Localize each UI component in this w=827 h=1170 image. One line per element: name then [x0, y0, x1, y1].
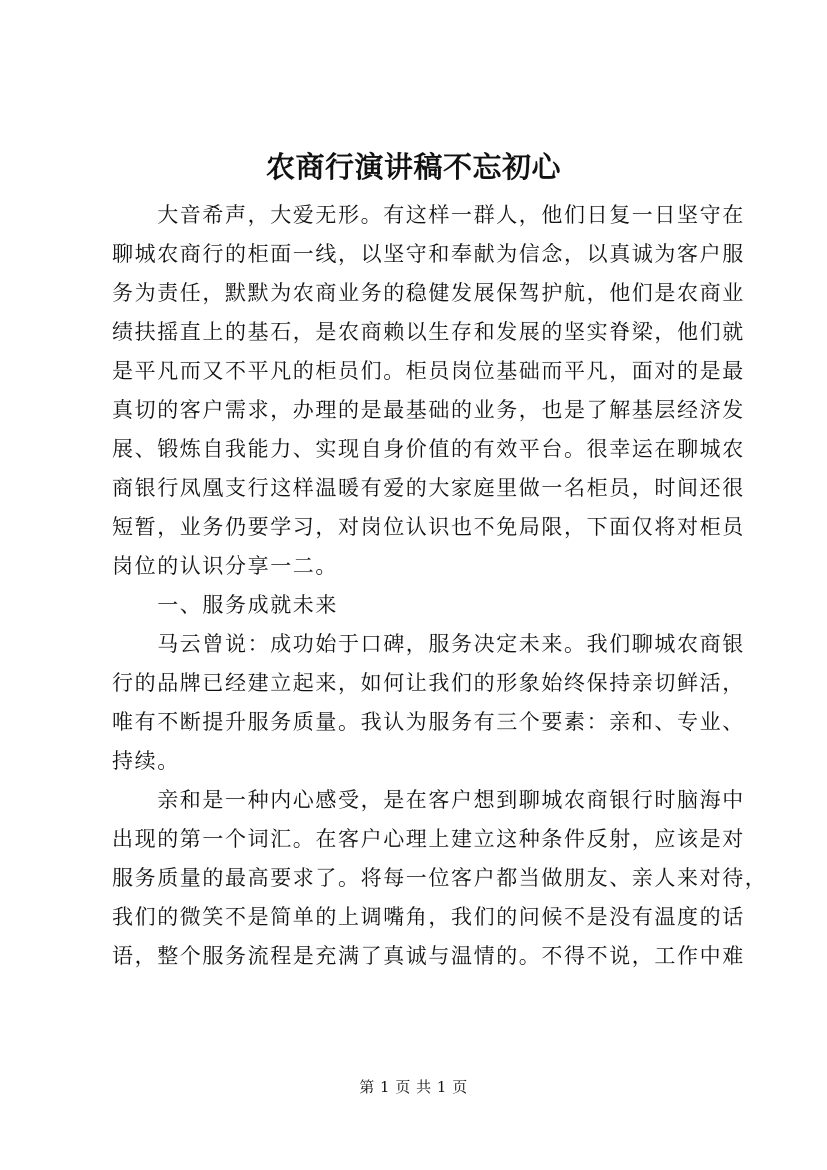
paragraph-line: 商银行凤凰支行这样温暖有爱的大家庭里做一名柜员，时间还很 [112, 476, 745, 500]
paragraph-line: 岗位的认识分享一二。 [112, 554, 338, 578]
paragraph-line: 唯有不断提升服务质量。我认为服务有三个要素：亲和、专业、 [112, 710, 745, 734]
document-title: 农商行演讲稿不忘初心 [265, 150, 561, 184]
paragraph-line: 绩扶摇直上的基石，是农商赖以生存和发展的坚实脊梁，他们就 [112, 320, 745, 344]
paragraph-line: 是平凡而又不平凡的柜员们。柜员岗位基础而平凡，面对的是最 [112, 359, 745, 383]
paragraph-line: 真切的客户需求，办理的是最基础的业务，也是了解基层经济发 [112, 398, 745, 422]
paragraph-line: 短暂，业务仍要学习，对岗位认识也不免局限，下面仅将对柜员 [112, 515, 745, 539]
paragraph-line: 行的品牌已经建立起来，如何让我们的形象始终保持亲切鲜活， [112, 671, 745, 695]
paragraph-line: 展、锻炼自我能力、实现自身价值的有效平台。很幸运在聊城农 [112, 437, 745, 461]
section-heading: 一、服务成就未来 [112, 593, 338, 617]
page-footer: 第 1 页 共 1 页 [359, 1078, 468, 1096]
paragraph-line: 持续。 [112, 749, 180, 773]
paragraph-line: 聊城农商行的柜面一线，以坚守和奉献为信念，以真诚为客户服 [112, 242, 745, 266]
paragraph-line: 亲和是一种内心感受，是在客户想到聊城农商银行时脑海中 [112, 788, 745, 812]
paragraph-line: 我们的微笑不是简单的上调嘴角，我们的问候不是没有温度的话 [112, 905, 745, 929]
paragraph-line: 语，整个服务流程是充满了真诚与温情的。不得不说，工作中难 [112, 944, 745, 968]
paragraph-line: 马云曾说：成功始于口碑，服务决定未来。我们聊城农商银 [112, 632, 745, 656]
paragraph-line: 大音希声，大爱无形。有这样一群人，他们日复一日坚守在 [112, 203, 745, 227]
paragraph-line: 务为责任，默默为农商业务的稳健发展保驾护航，他们是农商业 [112, 281, 745, 305]
paragraph-line: 服务质量的最高要求了。将每一位客户都当做朋友、亲人来对待， [112, 866, 768, 890]
paragraph-line: 出现的第一个词汇。在客户心理上建立这种条件反射，应该是对 [112, 827, 745, 851]
